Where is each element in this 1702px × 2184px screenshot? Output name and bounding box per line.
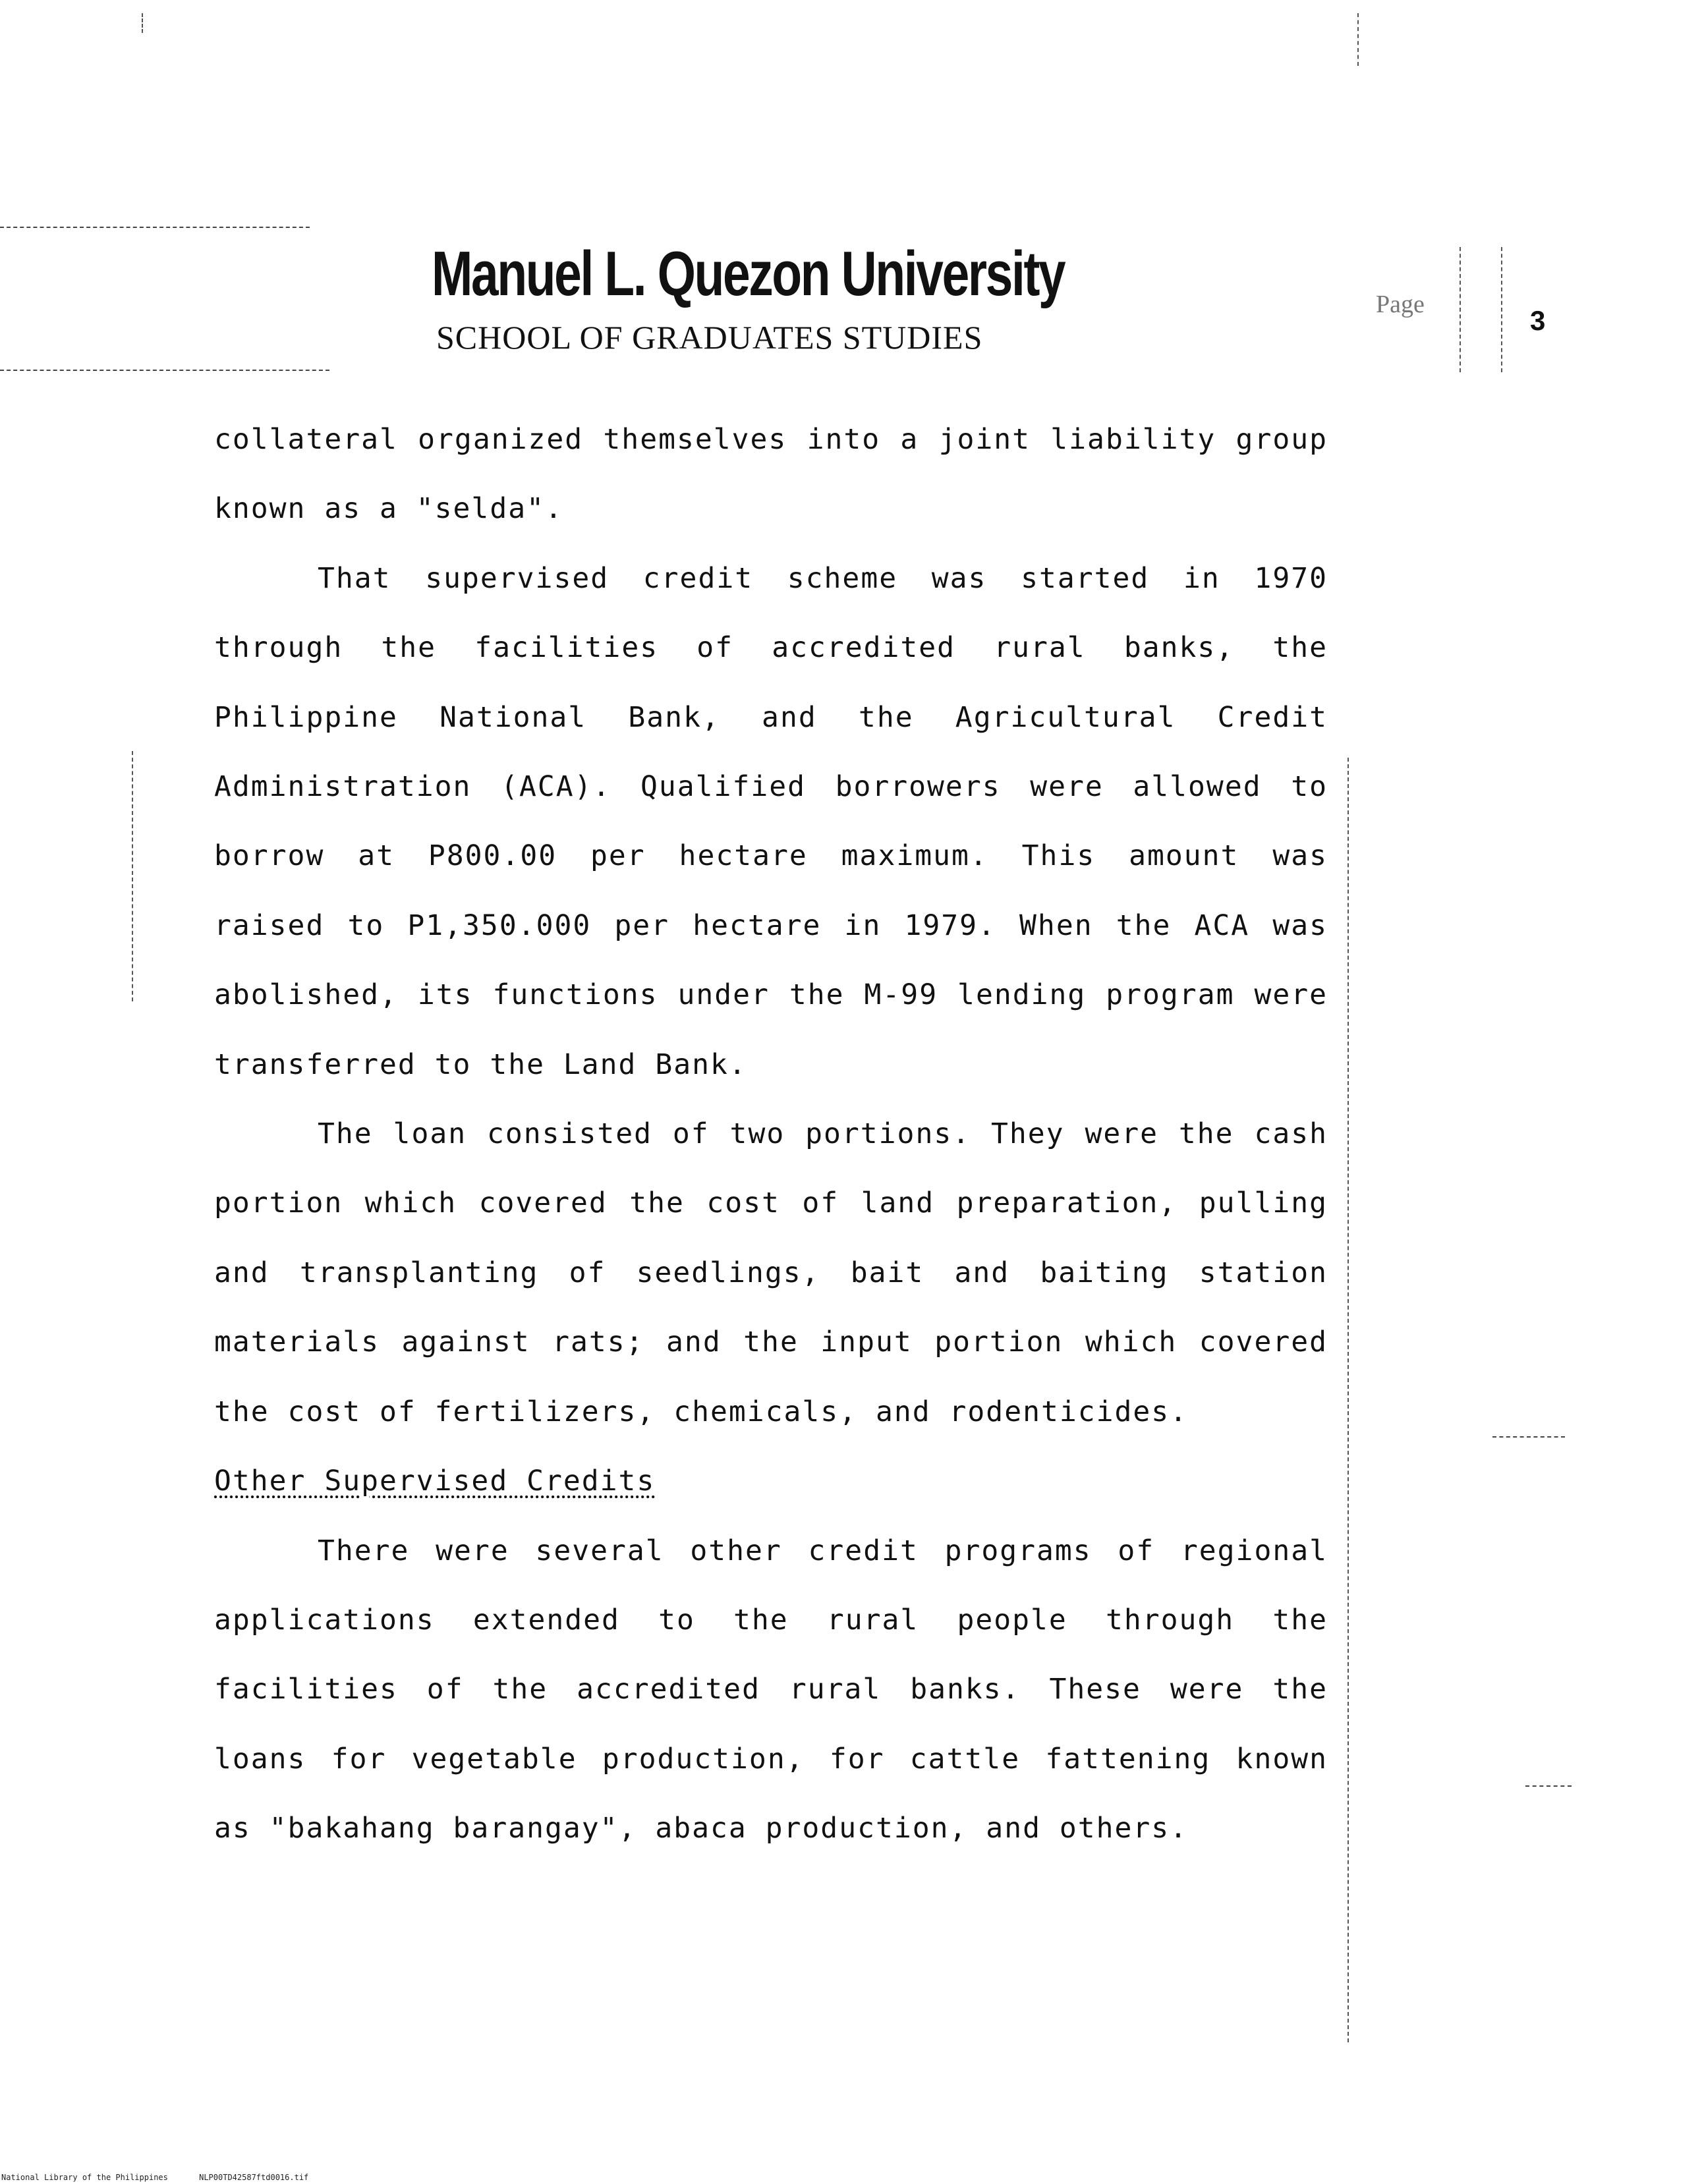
paragraph-1: collateral organized themselves into a joint liability group known as a "selda". [214, 423, 1328, 526]
scan-margin-mark [142, 13, 143, 33]
paragraph-3: The loan consisted of two portions. They were the cash portion which covered the cost of land preparation, pulling and transplanting of seedlings, bait and baiting station materials against rats; and the input portion which covered the cost of fertilizers, chemicals, and rodenticides. [214, 1117, 1328, 1428]
scan-footer [1, 2173, 335, 2182]
scan-margin-mark [1357, 13, 1359, 66]
footer-library: National Library of the Philippines [1, 2173, 168, 2182]
scan-page-box-right [1501, 247, 1502, 372]
scan-rule-top-left [0, 227, 310, 228]
university-name: Manuel L. Quezon University [432, 238, 1065, 309]
scan-page-box-left [1460, 247, 1461, 372]
section-heading: Other Supervised Credits [214, 1465, 656, 1498]
school-name: SCHOOL OF GRADUATES STUDIES [436, 319, 983, 356]
scan-rule-right [1525, 1785, 1572, 1787]
scan-left-margin-mark [132, 751, 133, 1001]
footer-filename: NLP00TD42587ftd0016.tif [199, 2173, 309, 2182]
scan-rule-right [1492, 1436, 1565, 1438]
scan-rule-header-left [0, 370, 329, 371]
document-body [214, 405, 1328, 1864]
page-label: Page [1376, 291, 1425, 318]
paragraph-4: There were several other credit programs of regional applications extended to the rural people through the facilities of the accredited rural banks. These were the loans for vegetable production, for cattle fattening known as "bakahang barangay", abaca production, and others. [214, 1534, 1328, 1845]
paragraph-2: That supervised credit scheme was started in 1970 through the facilities of accredited rural banks, the Philippine National Bank, and the Agricultural Credit Administration (ACA). Qualified borrowers were allowed to borrow at P800.00 per hectare maximum. This amount was raised to P1,350.000 per hectare in 1979. When the ACA was abolished, its functions under the M-99 lending program were transferred to the Land Bank. [214, 561, 1328, 1081]
page-number: 3 [1530, 305, 1546, 336]
scan-right-margin-mark [1347, 758, 1349, 2042]
